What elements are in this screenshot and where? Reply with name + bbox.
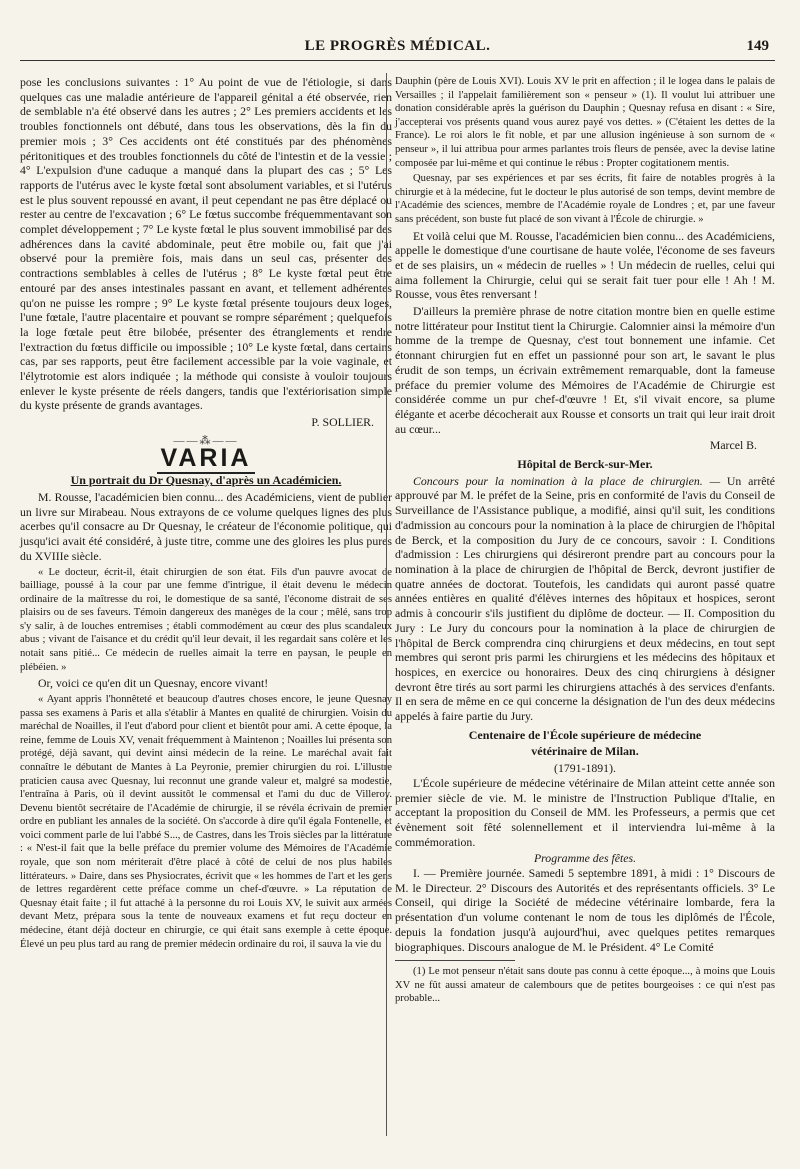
- right-column: [395, 75, 775, 1008]
- comment-paragraph-1: Et voilà celui que M. Rousse, l'académicien bien connu... des Académiciens, appelle le domestique d'une courtisane de haute volée, l'économe de ses faveurs et de ses plaisirs, un « médecin de ruelles » ! Un médecin de ruelles, celui qui aima follement la Chirurgie, celui qui se serait fait tuer pour elle ! Ah ! M. Rousse, vous êtes renversant !: [395, 228, 775, 302]
- transition-line: Or, voici ce qu'en dit un Quesnay, encore vivant!: [38, 676, 269, 691]
- left-column: [20, 75, 392, 953]
- signature-sollier: P. SOLLIER.: [311, 415, 374, 430]
- conclusions-paragraph: pose les conclusions suivantes : 1° Au point de vue de l'étiologie, si dans quelques cas une maladie antérieure de l'appareil génital a été observée, rien de semblable n'a été observé dans les autres ; 2° Les premiers accidents et les troubles fonctionnels ont débuté, dans tous les observations, dès la fin du premier mois ; 3° Ces accidents ont été constitués par des phénomènes péritonitiques et des troubles fonctionnels du côté de l'intestin et de la vessie ; 4° L'expulsion d'une caduque a manqué dans la plupart des cas ; 5° Les rapports de l'utérus avec le kyste fœtal sont absolument variables, et si l'utérus est le plus souvent repoussé en avant, il peut cependant ne pas être déplacé ou rester au centre de l'excavation ; 6° Le fœtus succombe fréquemmentavant son complet développement ; 7° Le kyste fœtal le plus souvent immobilisé par des adhérences dans la cavité abdominale, peut être mobile ou, fait que j'ai observé pour la première fois, mais dans un seul cas, présenter des contractions semblables à celles de l'utérus ; 8° Le kyste fœtal peut être entouré par des anses intestinales passant en avant, et tellement adhérentes qu'on ne puisse les rompre ; 9° Le kyste fœtal présente toujours deux loges, l'une fœtale, l'autre placentaire et pouvant se rompre séparément ; quelquefois la loge fœtale peut être bilobée, présenter des étranglements et rendre l'extraction du fœtus difficile ou impossible ; 10° Le kyste fœtal, dans certains cas, par ses rapports, peut être facilement accessible par la voie vaginale, et l'élytrotomie est alors indiquée ; la méthode qui consiste à vouloir toujours enlever le kyste présente de réels dangers, tandis que l'extériorisation simple du kyste présente de grands avantages.: [20, 75, 392, 413]
- berck-heading: Hôpital de Berck-sur-Mer.: [517, 457, 653, 472]
- section-ornament: ——⁂——: [173, 434, 239, 447]
- running-header: [20, 38, 775, 58]
- quote-continuation-2: Quesnay, par ses expériences et par ses écrits, fit faire de notables progrès à la chirurgie et à la médecine, fut le docteur le plus autorisé de son temps, devint membre de l'Académie des sciences, membre de l'Académie royale de Londres ; et, par une faveur sans précédent, son buste fut placé de son vivant à l'École de chirurgie. »: [395, 173, 775, 225]
- programme-heading: Programme des fêtes.: [533, 851, 637, 866]
- journal-title: LE PROGRÈS MÉDICAL.: [304, 38, 491, 54]
- quote-quesnay: « Ayant appris l'honnêteté et beaucoup d'autres choses encore, le jeune Quesnay passa ses examens à Paris et alla s'établir à Mantes en qualité de chirurgien. Voisin du maréchal de Noailles, il l'eut d'abord pour client et bientôt pour ami. A cette époque, la reine, femme de Louis XV, venait fréquemment à Maintenon ; Noailles lui présenta son protégé, déjà savant, qui devint ainsi médecin de la reine. Le maréchal avait fait connaître le débutant de Mantes à La Peyronie, premier chirurgien du roi. L'illustre praticien causa avec Quesnay, lui reconnut une grande valeur et, malgré sa modestie, l'entraîna à Paris, où il devint aussitôt le commensal et l'ami du duc de Villeroy. Devenu bientôt secrétaire de l'Académie de chirurgie, il se révéla écrivain de premier ordre en publiant les annales de la société. On s'accorde à dire qu'il égala Fontenelle, et voici comment parle de lui l'abbé S..., de Castres, dans les Trois siècles par la littérature : « N'est-il fait que la belle préface du premier volume des Mémoires de l'Académie royale, que son nom mériterait d'être placé à côté de celui de nos plus habiles littérateurs. » Daire, dans ses Physiocrates, écrivit que « les hommes de l'art et les gens de lettres regardèrent cette préface comme un chef-d'œuvre. » La réputation de Quesnay était faite ; il fut attaché à la personne du roi Louis XV, le suivit aux armées devant Metz, prépara sous la tente de nouveaux examens et fut reçu docteur en médecine, étant déjà docteur en chirurgie, ce qui était sans exemple à cette époque. Élevé un peu plus tard au rang de premier médecin ordinaire du roi, il sauva la vie du: [20, 693, 392, 950]
- article-title-text: Un portrait du Dr Quesnay, d'après un Académicien.: [70, 473, 342, 488]
- header-rule: [20, 60, 775, 61]
- milan-paragraph: L'École supérieure de médecine vétérinaire de Milan atteint cette année son premier siècle de vie. M. le ministre de l'Instruction Publique d'Italie, en acceptant la proposition du Conseil de MM. les Professeurs, a permis que cet évènement soit fêté solennellement et il interviendra lui-même à la commémoration.: [395, 775, 775, 849]
- milan-heading-line2: vétérinaire de Milan.: [531, 744, 639, 759]
- quote-continuation: Dauphin (père de Louis XVI). Louis XV le prit en affection ; il le logea dans le palais de Versailles ; il l'appelait familièrement son « penseur » (1). Il voulut lui attribuer une donation considérable après la guérison du Dauphin ; Quesnay refusa en disant : « Sire, j'accepterai vos présents quand vous aurez payé vos dettes. » (C'étaient les dettes de la France). Le roi alors le fit noble, et par une allusion ingénieuse à son surnom de « penseur », il lui attribua pour armes parlantes trois fleurs de pensée, avec la devise latine composée par lui-même et qui continue le rébus : Propter cogitationem mentis.: [395, 76, 775, 169]
- programme-paragraph: I. — Première journée. Samedi 5 septembre 1891, à midi : 1° Discours de M. le Directeur. 2° Discours des Autorités et des représentants officiels. 3° Le Conseil, qui dirige la Société de médecine vétérinaire lombarde, fera la présentation d'un volume contenant le nom de tous les diplômés de l'École, depuis la fondation jusqu'à aujourd'hui, avec quelques petites remarques biographiques. Discours analogue de M. le Président. 4° Le Comité: [395, 866, 775, 954]
- column-divider: [386, 73, 387, 1136]
- comment-paragraph-2: D'ailleurs la première phrase de notre citation montre bien en quelle estime notre littérateur pour Institut tient la Chirurgie. Calomnier ainsi la mémoire d'un homme de la trempe de Quesnay, c'est tout bonnement une infamie. Cet étonnant chirurgien fut en effet un passionné pour son art, le savant le plus érudit de son temps, un écrivain extrêmement remarquable, dont la fameuse préface du premier volume des Mémoires de l'Académie de Chirurgie est considérée comme un pur chef-d'œuvre ! Et, s'il vivait encore, sa plume élégante et acerbe décocherait aux Rousse et consorts un trait qui leur irait droit au cœur...: [395, 304, 775, 436]
- berck-subheading: Concours pour la nomination à la place de chirurgien. —: [413, 473, 721, 488]
- berck-text: Un arrêté approuvé par M. le préfet de la Seine, pris en conformité de l'avis du Conseil de Surveillance de l'Assistance publique, a modifié, ainsi qu'il suit, les conditions d'admission au concours pour la nomination à la place de chirurgien de l'hôpital de Berck, et la composition du Jury de ce concours, savoir : I. Conditions d'admission : Les chirurgiens qui désireront prendre part au concours pour la nomination à la place de chirurgien de l'hôpital de Berck, devront justifier de quatre années de doctorat. Toutefois, les candidats qui auront passé quatre années entières en qualité d'élèves internes des hôpitaux et hospices, seront admis à concourir s'ils justifient du diplôme de docteur. — II. Composition du Jury : Le Jury du concours pour la nomination à la place de chirurgien de l'hôpital de Berck comprendra cinq chirurgiens et deux médecins, en tout sept membres qui seront pris parmi les chirurgiens et les médecins des hôpitaux et hospices, en exercice ou honoraires. Deux des cinq chirurgiens à désigner devront être tirés au sort parmi les chirurgiens attachés à des services d'enfants. Il en sera de même en ce qui concerne la désignation de l'un des deux médecins appelés à faire partie du Jury.: [395, 473, 775, 724]
- varia-heading: [20, 443, 392, 472]
- quote-rousse: « Le docteur, écrit-il, était chirurgien de son état. Fils d'un pauvre avocat de bailliage, poussé à la cour par une femme d'intrigue, il était devenu le médecin ordinaire de la maîtresse du roi, le domestique de sa santé, l'économe distrait de ses plaisirs ou de ses faveurs. Témoin dangereux des manèges de la cour ; mêlé, sans trop s'y salir, à de louches entremises ; établi commodément au cœur des plus scandaleux abus ; vivant de l'aisance et du crédit qu'il leur devait, il les regardait sans colère et les notait sans pitié... Ce médecin de ruelles aimait la terre en paysan, le peuple en plébéien. »: [20, 566, 392, 673]
- milan-dates: (1791-1891).: [554, 761, 616, 776]
- footnote: (1) Le mot penseur n'était sans doute pas connu à cette époque..., à moins que Louis XV ne fût aussi amateur de calembours que de petites bourgeoises : ce qui n'est pas probable...: [395, 966, 775, 1005]
- milan-heading-line1: Centenaire de l'École supérieure de médecine: [468, 727, 702, 742]
- footnote-rule: [395, 960, 515, 961]
- intro-paragraph: M. Rousse, l'académicien bien connu... des Académiciens, vient de publier un livre sur Mirabeau. Nous extrayons de ce volume quelques lignes des plus acerbes qu'il consacre au Dr Quesnay, le créateur de l'économie politique, qui jusqu'ici avait été considéré, à juste titre, comme une des gloires les plus pures du XVIIIe siècle.: [20, 489, 392, 563]
- signature-marcel: Marcel B.: [709, 438, 757, 453]
- berck-paragraph: [395, 474, 775, 724]
- article-title: [20, 473, 392, 488]
- page-number: 149: [746, 38, 769, 54]
- varia-title: VARIA: [157, 444, 256, 474]
